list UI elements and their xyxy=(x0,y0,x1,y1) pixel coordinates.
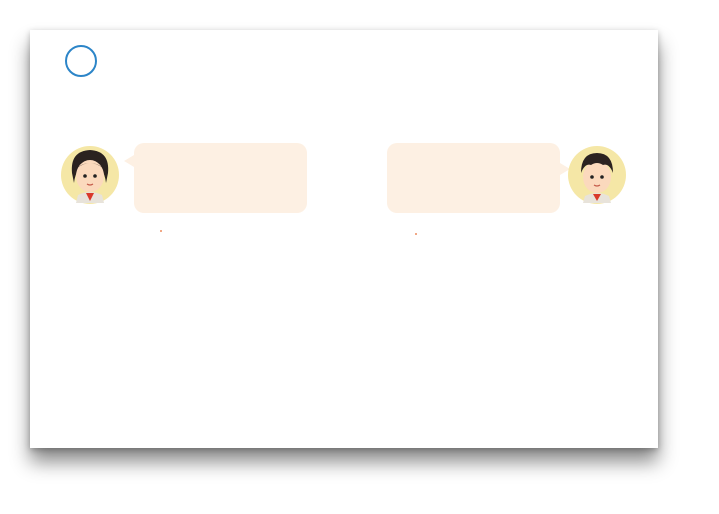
speech-bubble-right xyxy=(387,143,560,213)
column-grouped-array xyxy=(160,230,162,232)
row-grouped-array xyxy=(415,233,417,235)
problem-number-badge xyxy=(65,45,97,77)
textbook-page xyxy=(30,30,658,448)
speech-bubble-left xyxy=(134,143,307,213)
girl-avatar xyxy=(60,143,120,207)
boy-avatar xyxy=(567,143,627,207)
